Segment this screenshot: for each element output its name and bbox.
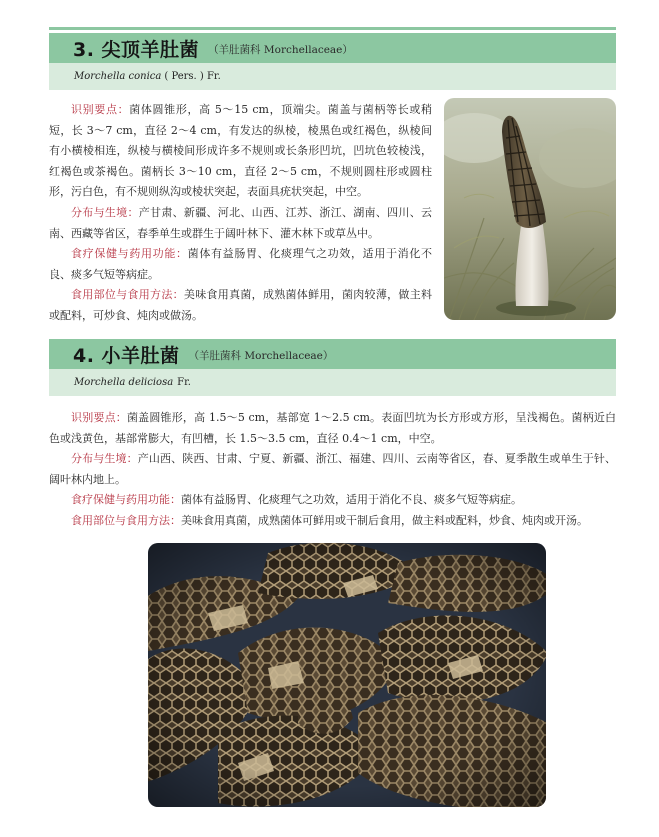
- species-4-distribution-paragraph: 分布与生境：产山西、陕西、甘肃、宁夏、新疆、浙江、福建、四川、云南等省区，春、夏季散生或单生于针、阔叶林内地上。: [49, 452, 616, 486]
- species-3-use-paragraph: 食用部位与食用方法：美味食用真菌，成熟菌体鲜用，菌肉较薄，做主料或配料，可炒食、炖肉或做汤。: [49, 288, 433, 322]
- species-4-scientific-name: Morchella deliciosa Fr.: [74, 377, 191, 388]
- top-rule: [49, 27, 616, 30]
- species-4-health-paragraph: 食疗保健与药用功能：菌体有益肠胃、化痰理气之功效，适用于消化不良、痰多气短等病症。: [71, 493, 522, 506]
- species-3-family: （羊肚菌科 Morchellaceae）: [208, 44, 353, 56]
- species-3-dist-label: 分布与生境：: [71, 206, 139, 219]
- species-3-health-paragraph: 食疗保健与药用功能：菌体有益肠胃、化痰理气之功效，适用于消化不良、痰多气短等病症。: [49, 247, 433, 281]
- species-3-scientific-name: Morchella conica ( Pers. ) Fr.: [74, 71, 221, 82]
- species-4-dist-label: 分布与生境：: [71, 452, 138, 465]
- species-3-header: [49, 33, 616, 63]
- species-3-use-label: 食用部位与食用方法：: [71, 288, 184, 301]
- morchella-deliciosa-photo: [148, 543, 546, 807]
- species-4-id-label: 识别要点：: [71, 411, 127, 424]
- species-3-distribution-paragraph: 分布与生境：产甘肃、新疆、河北、山西、江苏、浙江、湖南、四川、云南、西藏等省区，春季单生或群生于阔叶林下、灌木林下或草丛中。: [49, 206, 433, 240]
- species-3-title: 3. 尖顶羊肚菌: [73, 38, 200, 61]
- species-4-title: 4. 小羊肚菌: [73, 344, 180, 367]
- species-4-health-label: 食疗保健与药用功能：: [71, 493, 181, 506]
- species-3-id-paragraph: 识别要点：菌体圆锥形，高 5～15 cm，顶端尖。菌盖与菌柄等长或稍短，长 3～7 cm，直径 2～4 cm，有发达的纵棱，棱黑色或红褐色，纵棱间有小横棱相连，纵棱与横棱间形成许多不规则或长条形凹坑，凹坑色较棱浅，红褐色或茶褐色。菌柄长 3～10 cm，直径 2～5 cm，不规则圆柱形或圆柱形，污白色，有不规则纵沟或棱状突起，表面具疣状突起，中空。: [49, 103, 432, 198]
- species-4-use-paragraph: 食用部位与食用方法：美味食用真菌，成熟菌体可鲜用或干制后食用，做主料或配料，炒食、炖肉或开汤。: [71, 514, 588, 527]
- species-4-use-label: 食用部位与食用方法：: [71, 514, 181, 527]
- species-3-scientific-band: [49, 63, 616, 90]
- species-3-health-label: 食疗保健与药用功能：: [71, 247, 188, 260]
- species-4-id-paragraph: 识别要点：菌盖圆锥形，高 1.5～5 cm，基部宽 1～2.5 cm。表面凹坑为长方形或方形，呈浅褐色。菌柄近白色或浅黄色，基部常膨大，有凹槽，长 1.5～3.5 cm，直径 0.4～1 cm，中空。: [49, 411, 617, 445]
- species-3-id-label: 识别要点：: [71, 103, 130, 116]
- species-4-header: [49, 339, 616, 369]
- species-4-scientific-band: [49, 369, 616, 396]
- species-4-family: （羊肚菌科 Morchellaceae）: [188, 350, 334, 362]
- morchella-conica-photo: [444, 98, 616, 320]
